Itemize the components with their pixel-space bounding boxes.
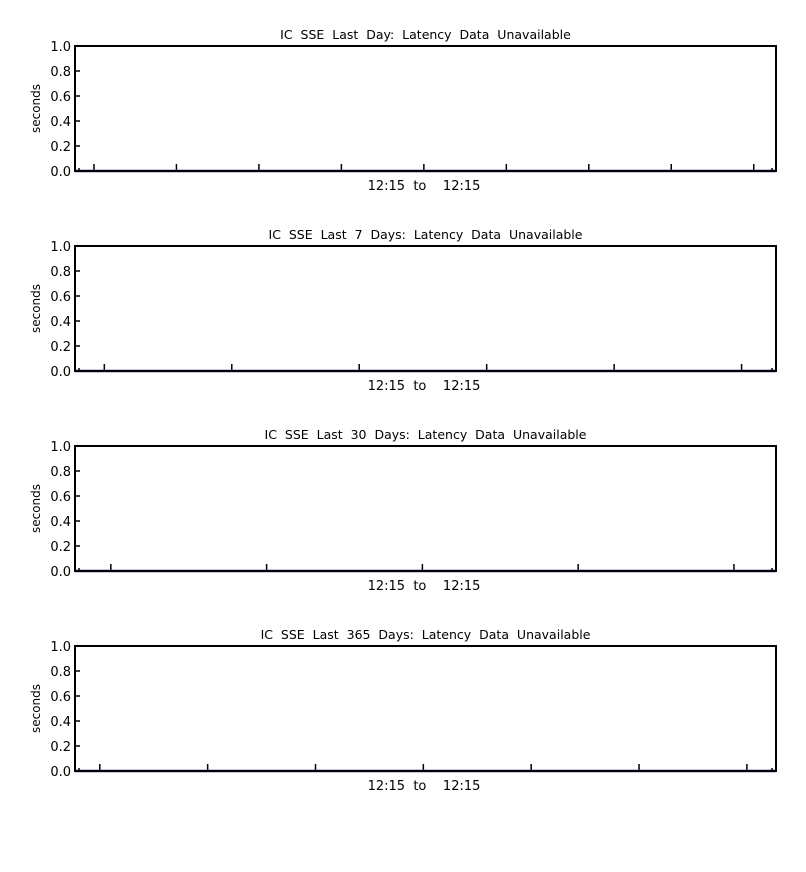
x-range-label: 12:15 to 12:15 <box>367 179 481 194</box>
y-axis-label: seconds <box>29 483 43 534</box>
y-axis-label: seconds <box>29 283 43 334</box>
y-tick-label: 0.8 <box>50 465 71 480</box>
y-axis-label: seconds <box>29 683 43 734</box>
y-tick-label: 1.0 <box>50 640 71 655</box>
x-range-label: 12:15 to 12:15 <box>367 579 481 594</box>
y-tick-label: 0.6 <box>50 90 71 105</box>
y-tick-label: 0.8 <box>50 665 71 680</box>
y-tick-label: 0.8 <box>50 265 71 280</box>
y-tick-label: 0.2 <box>50 740 71 755</box>
chart-title: IC SSE Last Day: Latency Data Unavailable <box>280 27 571 42</box>
y-tick-label: 0.0 <box>50 165 71 180</box>
y-axis-label: seconds <box>29 83 43 134</box>
x-range-label: 12:15 to 12:15 <box>367 379 481 394</box>
y-tick-label: 0.0 <box>50 765 71 780</box>
y-tick-label: 0.6 <box>50 690 71 705</box>
y-tick-label: 0.4 <box>50 115 71 130</box>
y-tick-label: 0.2 <box>50 140 71 155</box>
chart-title: IC SSE Last 365 Days: Latency Data Unavailable <box>260 627 591 642</box>
y-tick-label: 0.2 <box>50 340 71 355</box>
chart-title: IC SSE Last 30 Days: Latency Data Unavailable <box>264 427 587 442</box>
y-tick-label: 0.4 <box>50 515 71 530</box>
y-tick-label: 0.2 <box>50 540 71 555</box>
y-tick-label: 0.6 <box>50 490 71 505</box>
x-range-label: 12:15 to 12:15 <box>367 779 481 794</box>
y-tick-label: 0.8 <box>50 65 71 80</box>
chart-title: IC SSE Last 7 Days: Latency Data Unavailable <box>268 227 583 242</box>
y-tick-label: 0.6 <box>50 290 71 305</box>
y-tick-label: 1.0 <box>50 40 71 55</box>
y-tick-label: 1.0 <box>50 440 71 455</box>
y-tick-label: 1.0 <box>50 240 71 255</box>
y-tick-label: 0.0 <box>50 365 71 380</box>
y-tick-label: 0.4 <box>50 715 71 730</box>
y-tick-label: 0.0 <box>50 565 71 580</box>
y-tick-label: 0.4 <box>50 315 71 330</box>
